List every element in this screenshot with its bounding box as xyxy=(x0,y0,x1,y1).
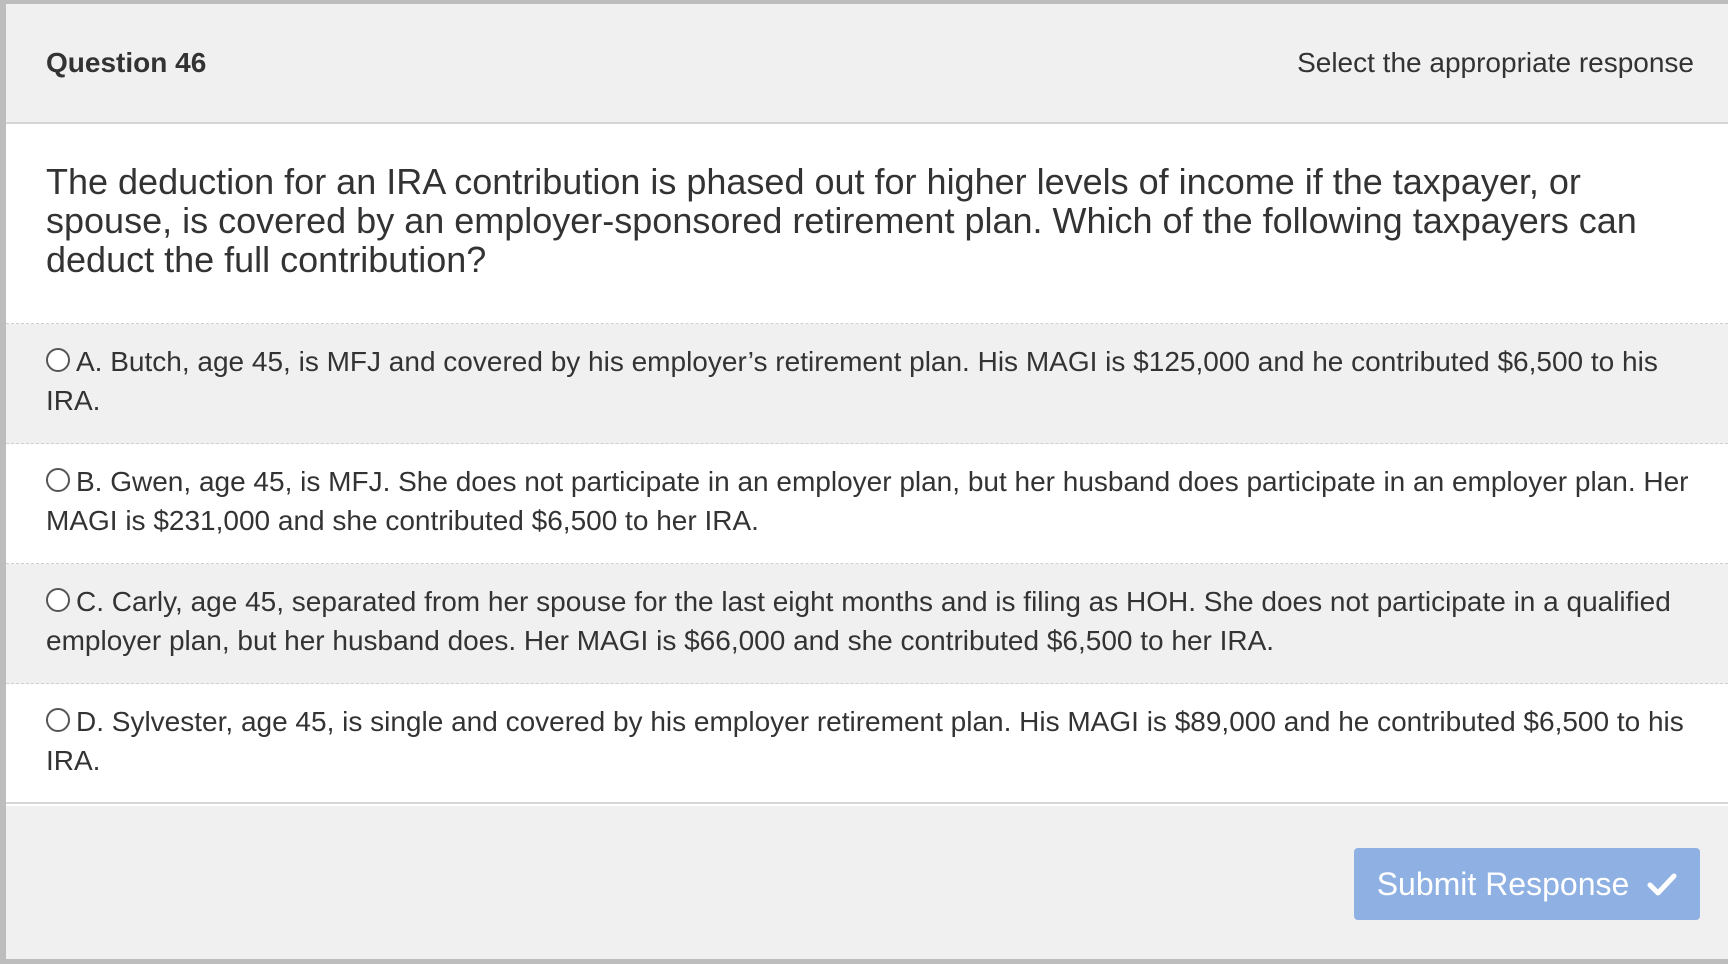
footer-bar xyxy=(6,806,1728,959)
radio-button-d[interactable] xyxy=(46,708,70,732)
option-b[interactable] xyxy=(6,444,1728,564)
radio-button-c[interactable] xyxy=(46,588,70,612)
radio-button-b[interactable] xyxy=(46,468,70,492)
option-c[interactable] xyxy=(6,564,1728,684)
option-a-label: A. Butch, age 45, is MFJ and covered by his employer’s retirement plan. His MAGI is $125,000 and he contributed $6,500 to his IRA. xyxy=(46,346,1658,416)
submit-response-button[interactable] xyxy=(1354,848,1700,920)
question-number: Question 46 xyxy=(46,47,207,78)
radio-button-a[interactable] xyxy=(46,348,70,372)
question-card xyxy=(6,4,1728,959)
submit-response-label: Submit Response xyxy=(1376,865,1630,902)
question-stem: The deduction for an IRA contribution is phased out for higher levels of income if the taxpayer, or spouse, is covered by an employer-sponsored retirement plan. Which of the following taxpayers can deduct the full contribution? xyxy=(6,124,1728,324)
option-a[interactable] xyxy=(6,324,1728,444)
checkmark-icon xyxy=(1647,872,1677,896)
question-header xyxy=(6,4,1728,124)
option-c-label: C. Carly, age 45, separated from her spouse for the last eight months and is filing as HOH. She does not participate in a qualified employer plan, but her husband does. Her MAGI is $66,000 and she contributed $6,500 to her IRA. xyxy=(46,586,1671,656)
option-d-label: D. Sylvester, age 45, is single and covered by his employer retirement plan. His MAGI is $89,000 and he contributed $6,500 to his IRA. xyxy=(46,706,1684,776)
answer-options xyxy=(6,324,1728,804)
option-d[interactable] xyxy=(6,684,1728,804)
question-instruction: Select the appropriate response xyxy=(1297,47,1694,78)
option-b-label: B. Gwen, age 45, is MFJ. She does not participate in an employer plan, but her husband does participate in an employer plan. Her MAGI is $231,000 and she contributed $6,500 to her IRA. xyxy=(46,466,1689,536)
